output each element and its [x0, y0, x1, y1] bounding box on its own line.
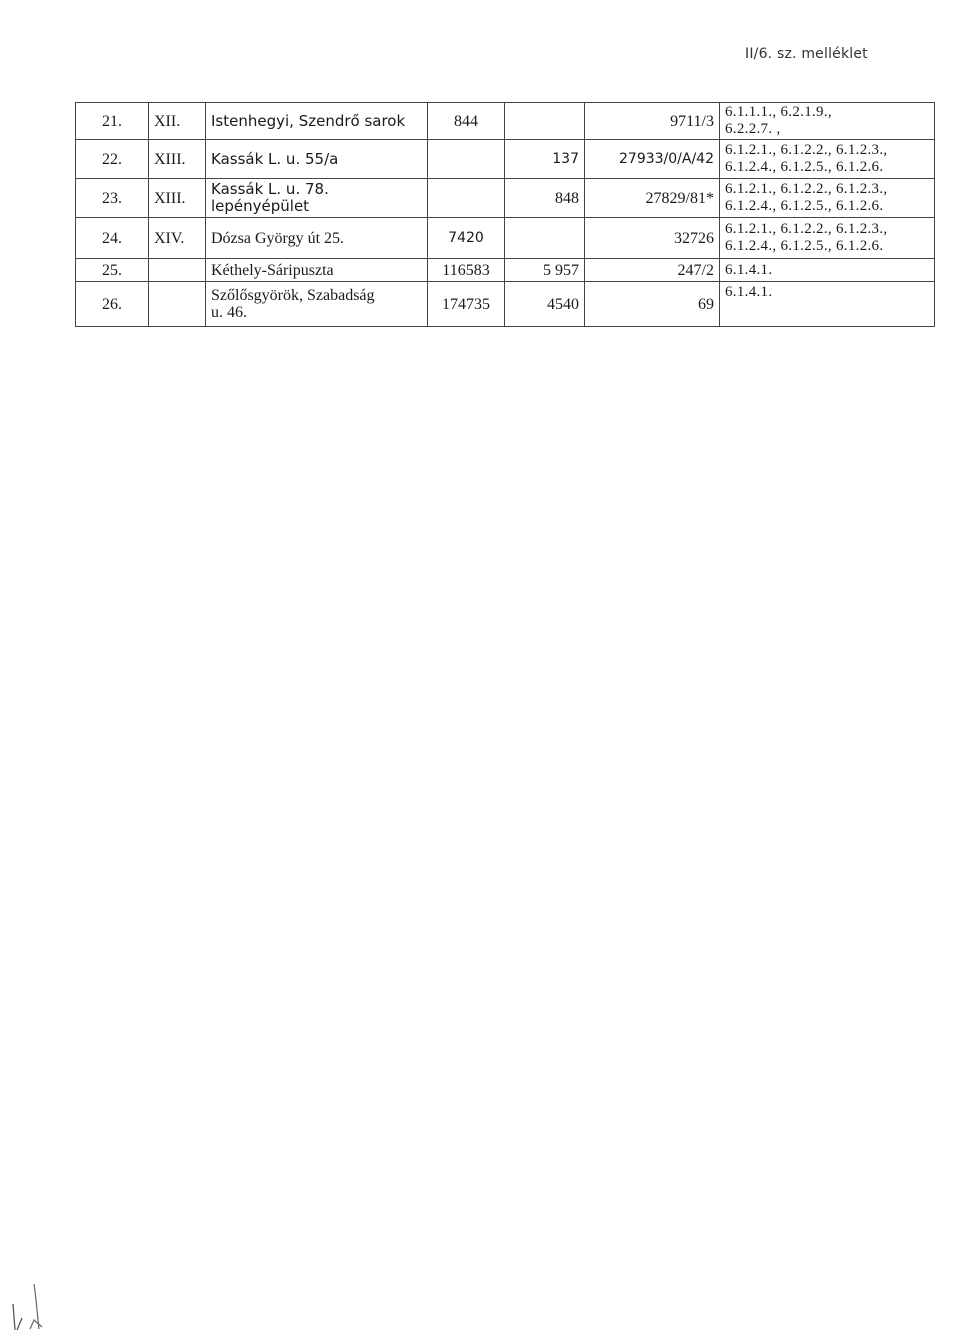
table-row [76, 218, 935, 259]
address [206, 218, 428, 259]
area-value-1 [428, 140, 505, 179]
parcel-number: 27933/0/A/42 [585, 140, 720, 179]
section-references [720, 218, 935, 259]
row-number: 22. [76, 140, 149, 179]
section-references [720, 103, 935, 140]
address-line: Kassák L. u. 78. [211, 180, 329, 198]
area-value-1: 174735 [428, 282, 505, 327]
area-value-1: 844 [428, 103, 505, 140]
area-value-2 [505, 103, 585, 140]
reference-line: 6.1.2.4., 6.1.2.5., 6.1.2.6. [725, 198, 884, 214]
row-number: 24. [76, 218, 149, 259]
annex-label: II/6. sz. melléklet [745, 46, 868, 62]
area-value-2 [505, 218, 585, 259]
row-number: 26. [76, 282, 149, 327]
district: XIV. [149, 218, 206, 259]
row-number: 21. [76, 103, 149, 140]
address-line: u. 46. [211, 304, 247, 321]
area-value-2: 848 [505, 179, 585, 218]
table-row [76, 140, 935, 179]
parcel-number: 247/2 [585, 259, 720, 282]
district [149, 259, 206, 282]
address [206, 103, 428, 140]
address-line: Kassák L. u. 55/a [211, 149, 339, 168]
district: XII. [149, 103, 206, 140]
section-references [720, 140, 935, 179]
row-number: 25. [76, 259, 149, 282]
reference-line: 6.2.2.7. , [725, 121, 781, 137]
reference-line: 6.1.2.4., 6.1.2.5., 6.1.2.6. [725, 159, 884, 175]
area-value-2: 5 957 [505, 259, 585, 282]
address-line: Szőlősgyörök, Szabadság [211, 287, 375, 304]
reference-line: 6.1.4.1. [725, 261, 773, 278]
address [206, 179, 428, 218]
district: XIII. [149, 140, 206, 179]
reference-line: 6.1.2.1., 6.1.2.2., 6.1.2.3., [725, 221, 888, 237]
address [206, 282, 428, 327]
area-value-2: 137 [505, 140, 585, 179]
area-value-1: 7420 [428, 218, 505, 259]
section-references [720, 282, 935, 327]
address-line: Istenhegyi, Szendrő sarok [211, 111, 406, 130]
district: XIII. [149, 179, 206, 218]
address-line: Dózsa György út 25. [211, 229, 345, 247]
area-value-1: 116583 [428, 259, 505, 282]
district [149, 282, 206, 327]
table-row [76, 259, 935, 282]
address [206, 259, 428, 282]
parcel-number: 69 [585, 282, 720, 327]
address [206, 140, 428, 179]
reference-line: 6.1.4.1. [725, 284, 773, 300]
section-references [720, 179, 935, 218]
area-value-1 [428, 179, 505, 218]
parcel-number: 9711/3 [585, 103, 720, 140]
reference-line: 6.1.2.1., 6.1.2.2., 6.1.2.3., [725, 181, 888, 197]
reference-line: 6.1.1.1., 6.2.1.9., [725, 104, 832, 120]
registry-table [75, 102, 935, 327]
row-number: 23. [76, 179, 149, 218]
table-row [76, 103, 935, 140]
parcel-number: 27829/81* [585, 179, 720, 218]
section-references [720, 259, 935, 282]
handwritten-initials-mark [8, 1282, 48, 1332]
table-row [76, 282, 935, 327]
table-row [76, 179, 935, 218]
reference-line: 6.1.2.1., 6.1.2.2., 6.1.2.3., [725, 142, 888, 158]
address-line: lepényépület [211, 197, 310, 215]
address-line: Kéthely-Sáripuszta [211, 261, 334, 279]
parcel-number: 32726 [585, 218, 720, 259]
area-value-2: 4540 [505, 282, 585, 327]
reference-line: 6.1.2.4., 6.1.2.5., 6.1.2.6. [725, 238, 884, 254]
